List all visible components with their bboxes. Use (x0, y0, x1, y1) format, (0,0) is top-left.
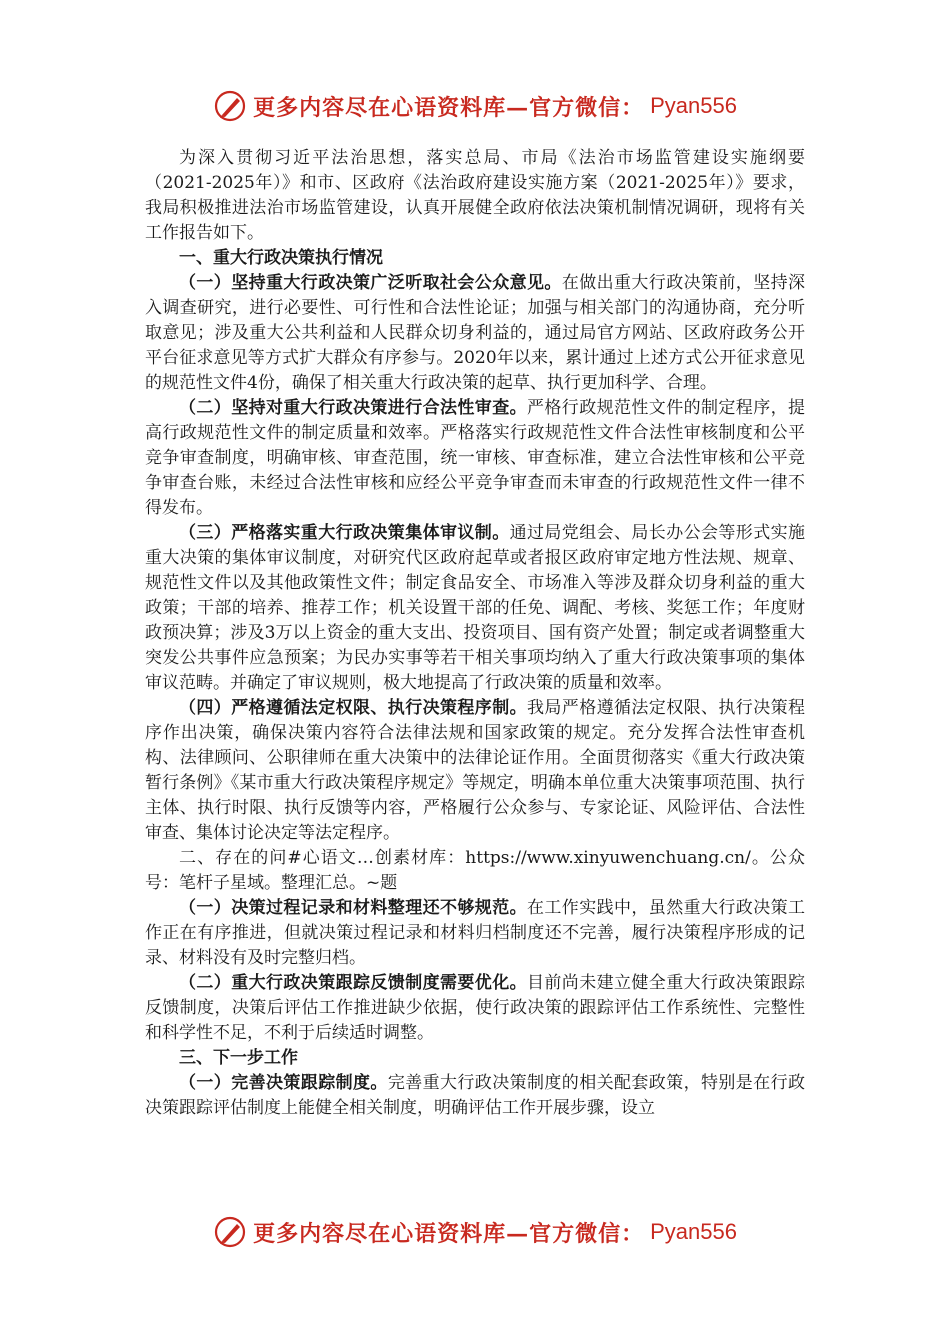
section-heading-2: 二、存在的问#心语文…创素材库：https://www.xinyuwenchuang.cn/。公众号：笔杆子星域。整理汇总。~题 (145, 848, 805, 893)
paragraph-intro: 为深入贯彻习近平法治思想，落实总局、市局《法治市场监管建设实施纲要（2021-2025年）》和市、区政府《法治政府建设实施方案（2021-2025年）》要求，我局积极推进法治市场监管建设，认真开展健全政府依法决策机制情况调研，现将有关工作报告如下。 (145, 148, 805, 243)
paragraph-1-1: （一）坚持重大行政决策广泛听取社会公众意见。在做出重大行政决策前，坚持深入调查研究，进行必要性、可行性和合法性论证；加强与相关部门的沟通协商，充分听取意见；涉及重大公共利益和人民群众切身利益的，通过局官方网站、区政府政务公开平台征求意见等方式扩大群众有序参与。2020年以来，累计通过上述方式公开征求意见的规范性文件4份，确保了相关重大行政决策的起草、执行更加科学、合理。 (145, 273, 806, 393)
section-heading-3: 三、下一步工作 (179, 1048, 298, 1068)
section-heading-1: 一、重大行政决策执行情况 (179, 248, 383, 268)
banner-text: 更多内容尽在心语资料库—官方微信： (253, 1220, 645, 1247)
banner-text: 更多内容尽在心语资料库—官方微信： (253, 94, 645, 121)
paragraph-2-2: （二）重大行政决策跟踪反馈制度需要优化。目前尚未建立健全重大行政决策跟踪反馈制度，决策后评估工作推进缺少依据，使行政决策的跟踪评估工作系统性、完整性和科学性不足，不利于后续适时调整。 (145, 973, 805, 1043)
paragraph-1-4: （四）严格遵循法定权限、执行决策程序制。我局严格遵循法定权限、执行决策程序作出决策，确保决策内容符合法律法规和国家政策的规定。充分发挥合法性审查机构、法律顾问、公职律师在重大决策中的法律论证作用。全面贯彻落实《重大行政决策暂行条例》《某市重大行政决策程序规定》等规定，明确本单位重大决策事项范围、执行主体、执行时限、执行反馈等内容，严格履行公众参与、专家论证、风险评估、合法性审查、集体讨论决定等法定程序。 (145, 698, 805, 843)
paragraph-1-2: （二）坚持对重大行政决策进行合法性审查。严格行政规范性文件的制定程序，提高行政规范性文件的制定质量和效率。严格落实行政规范性文件合法性审核制度和公平竞争审查制度，明确审核、审查范围，统一审核、审查标准，建立合法性审核和公平竞争审查台账，未经过合法性审核和应经公平竞争审查而未审查的行政规范性文件一律不得发布。 (145, 398, 805, 518)
banner-wechat-id: Pyan556 (650, 1219, 737, 1244)
paragraph-3-1: （一）完善决策跟踪制度。完善重大行政决策制度的相关配套政策，特别是在行政决策跟踪评估制度上能健全相关制度，明确评估工作开展步骤，设立 (145, 1073, 806, 1118)
document-body (145, 146, 805, 1121)
pen-logo-icon (213, 1215, 247, 1249)
paragraph-1-3: （三）严格落实重大行政决策集体审议制。通过局党组会、局长办公会等形式实施重大决策的集体审议制度，对研究代区政府起草或者报区政府审定地方性法规、规章、规范性文件以及其他政策性文件；制定食品安全、市场准入等涉及群众切身利益的重大政策；干部的培养、推荐工作；机关设置干部的任免、调配、考核、奖惩工作；年度财政预决算；涉及3万以上资金的重大支出、投资项目、国有资产处置；制定或者调整重大突发公共事件应急预案；为民办实事等若干相关事项均纳入了重大行政决策事项的集体审议范畴。并确定了审议规则，极大地提高了行政决策的质量和效率。 (145, 523, 806, 693)
paragraph-2-1: （一）决策过程记录和材料整理还不够规范。在工作实践中，虽然重大行政决策工作正在有序推进，但就决策过程记录和材料归档制度还不完善，履行决策程序形成的记录、材料没有及时完整归档。 (145, 898, 805, 968)
pen-logo-icon (213, 89, 247, 123)
footer-watermark-banner (0, 1212, 950, 1252)
header-watermark-banner (0, 86, 950, 126)
banner-wechat-id: Pyan556 (650, 93, 737, 118)
